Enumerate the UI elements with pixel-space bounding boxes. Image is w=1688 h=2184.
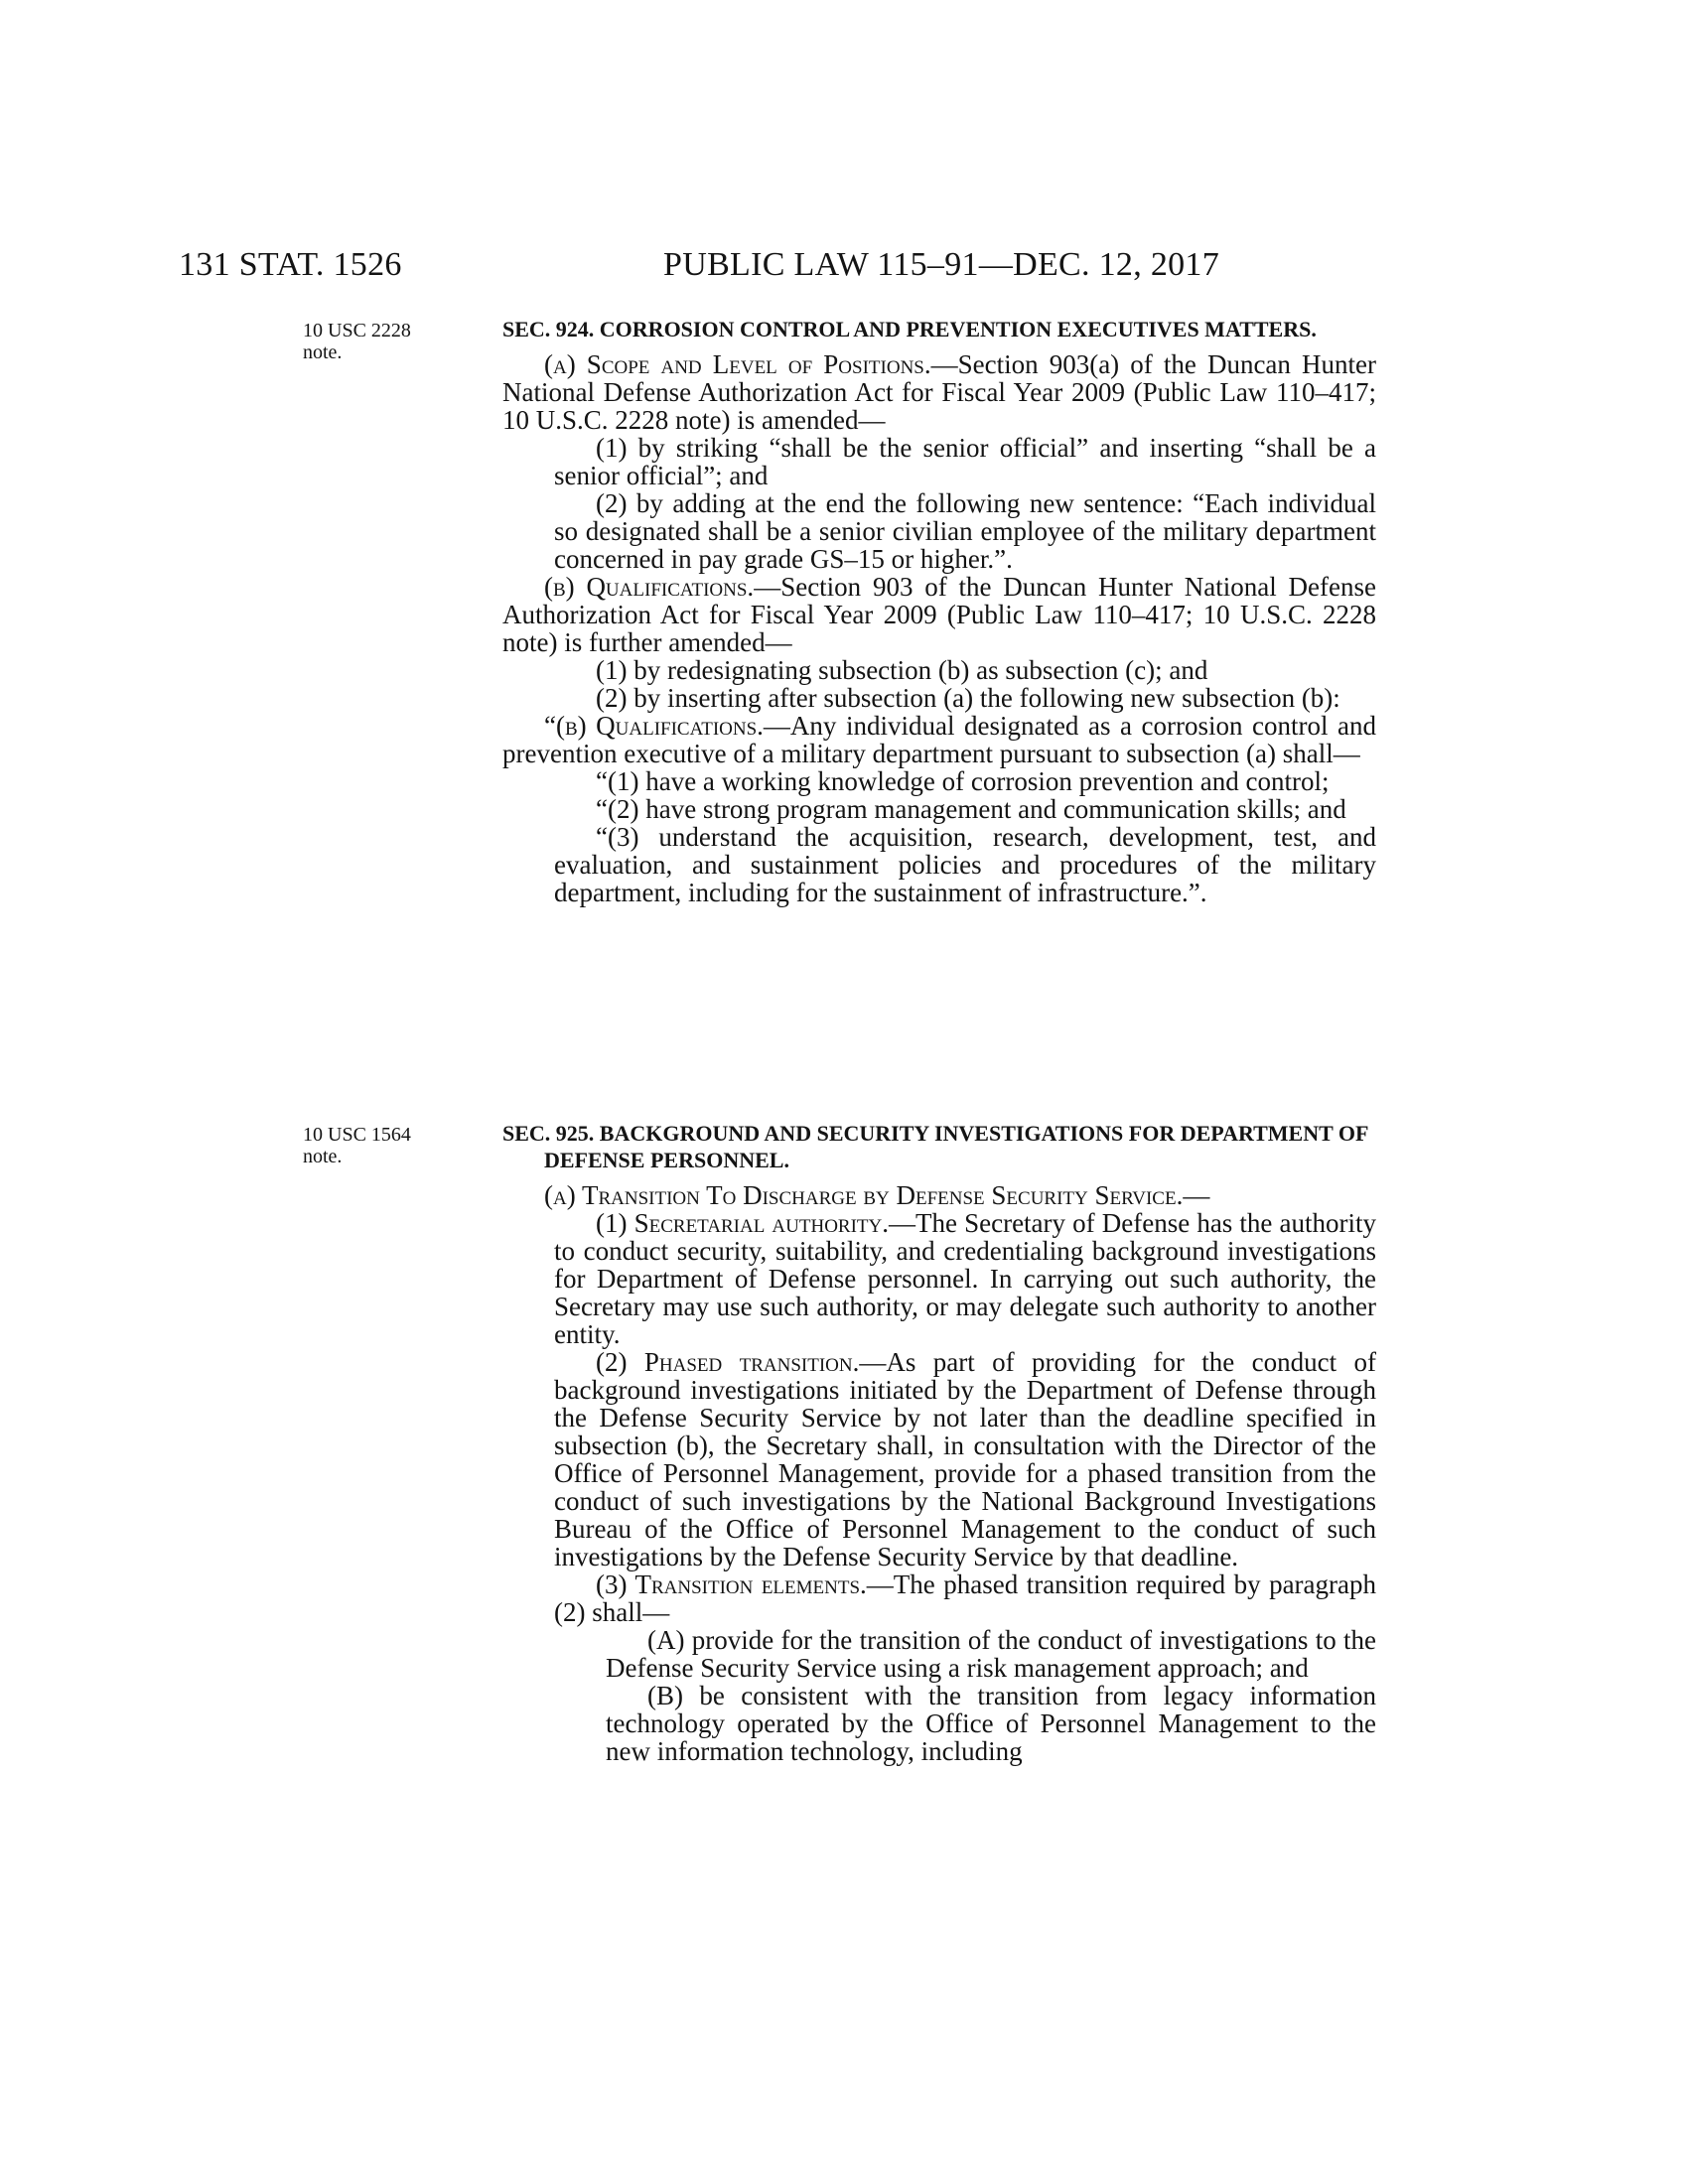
paragraph: (A) provide for the transition of the conduct of investigations to the Defense Security Service using a risk management approach; and [606, 1625, 1376, 1683]
paragraph: (2) by adding at the end the following new sentence: “Each individual so designated shall be a senior civilian employee of the military department concerned in pay grade GS–15 or higher.”. [554, 488, 1376, 574]
section-heading: SEC. 925. BACKGROUND AND SECURITY INVESTIGATIONS FOR DEPARTMENT OF DEFENSE PERSONNEL. [502, 1121, 1368, 1172]
paragraph: (a) Scope and Level of Positions.—Section 903(a) of the Duncan Hunter National Defense Authorization Act for Fiscal Year 2009 (Public Law 110–417; 10 U.S.C. 2228 note) is amended— [502, 349, 1376, 435]
subsection-label: (a) Scope and Level of Positions. [544, 349, 931, 379]
section-925 [502, 1120, 1376, 1765]
paragraph: (a) Transition To Discharge by Defense Security Service.— [544, 1180, 1210, 1210]
page-header [0, 246, 1688, 286]
section-heading: SEC. 924. CORROSION CONTROL AND PREVENTION EXECUTIVES MATTERS. [502, 317, 1317, 341]
body-column-2 [502, 1120, 1376, 1789]
paragraph-label: (2) Phased transition. [596, 1347, 860, 1377]
paragraph: “(1) have a working knowledge of corrosion prevention and control; [596, 766, 1330, 796]
subsection-label: (a) Transition To Discharge by Defense Security Service. [544, 1180, 1184, 1210]
paragraph: (1) Secretarial authority.—The Secretary of Defense has the authority to conduct security, suitability, and credentialing background investigations for Department of Defense personnel. In carrying out such authority, the Secretary may use such authority, or may delegate such authority to another entity. [554, 1208, 1376, 1349]
stat-page-number: 131 STAT. 1526 [179, 246, 402, 283]
margin-note-sec-924: 10 USC 2228 note. [303, 320, 411, 363]
section-924 [502, 316, 1376, 906]
paragraph: (2) Phased transition.—As part of providing for the conduct of background investigations initiated by the Department of Defense through the Defense Security Service by not later than the deadline specified in subsection (b), the Secretary shall, in consultation with the Director of the Office of Personnel Management, provide for a phased transition from the conduct of such investigations by the National Background Investigations Bureau of the Office of Personnel Management to the conduct of such investigations by the Defense Security Service by that deadline. [554, 1347, 1376, 1571]
paragraph: (1) by redesignating subsection (b) as subsection (c); and [596, 655, 1208, 685]
margin-note-sec-925: 10 USC 1564 note. [303, 1124, 411, 1167]
paragraph: “(3) understand the acquisition, research, development, test, and evaluation, and sustainment policies and procedures of the military department, including for the sustainment of infrastructure.”. [554, 822, 1376, 907]
paragraph: (1) by striking “shall be the senior official” and inserting “shall be a senior official”; and [554, 433, 1376, 490]
paragraph: (B) be consistent with the transition from legacy information technology operated by the Office of Personnel Management to the new information technology, including [606, 1681, 1376, 1766]
body-column [502, 316, 1376, 930]
paragraph: (b) Qualifications.—Section 903 of the Duncan Hunter National Defense Authorization Act for Fiscal Year 2009 (Public Law 110–417; 10 U.S.C. 2228 note) is further amended— [502, 572, 1376, 657]
paragraph: “(2) have strong program management and communication skills; and [596, 794, 1346, 824]
paragraph: “(b) Qualifications.—Any individual designated as a corrosion control and prevention executive of a military department pursuant to subsection (a) shall— [502, 711, 1376, 768]
paragraph: (2) by inserting after subsection (a) the following new subsection (b): [596, 683, 1340, 713]
subsection-label: (b) Qualifications. [544, 572, 755, 602]
paragraph-label: (1) Secretarial authority. [596, 1208, 889, 1238]
subsection-label: “(b) Qualifications. [544, 711, 764, 741]
paragraph: (3) Transition elements.—The phased transition required by paragraph (2) shall— [554, 1570, 1376, 1627]
paragraph-label: (3) Transition elements. [596, 1570, 867, 1599]
running-title: PUBLIC LAW 115–91—DEC. 12, 2017 [663, 246, 1220, 283]
